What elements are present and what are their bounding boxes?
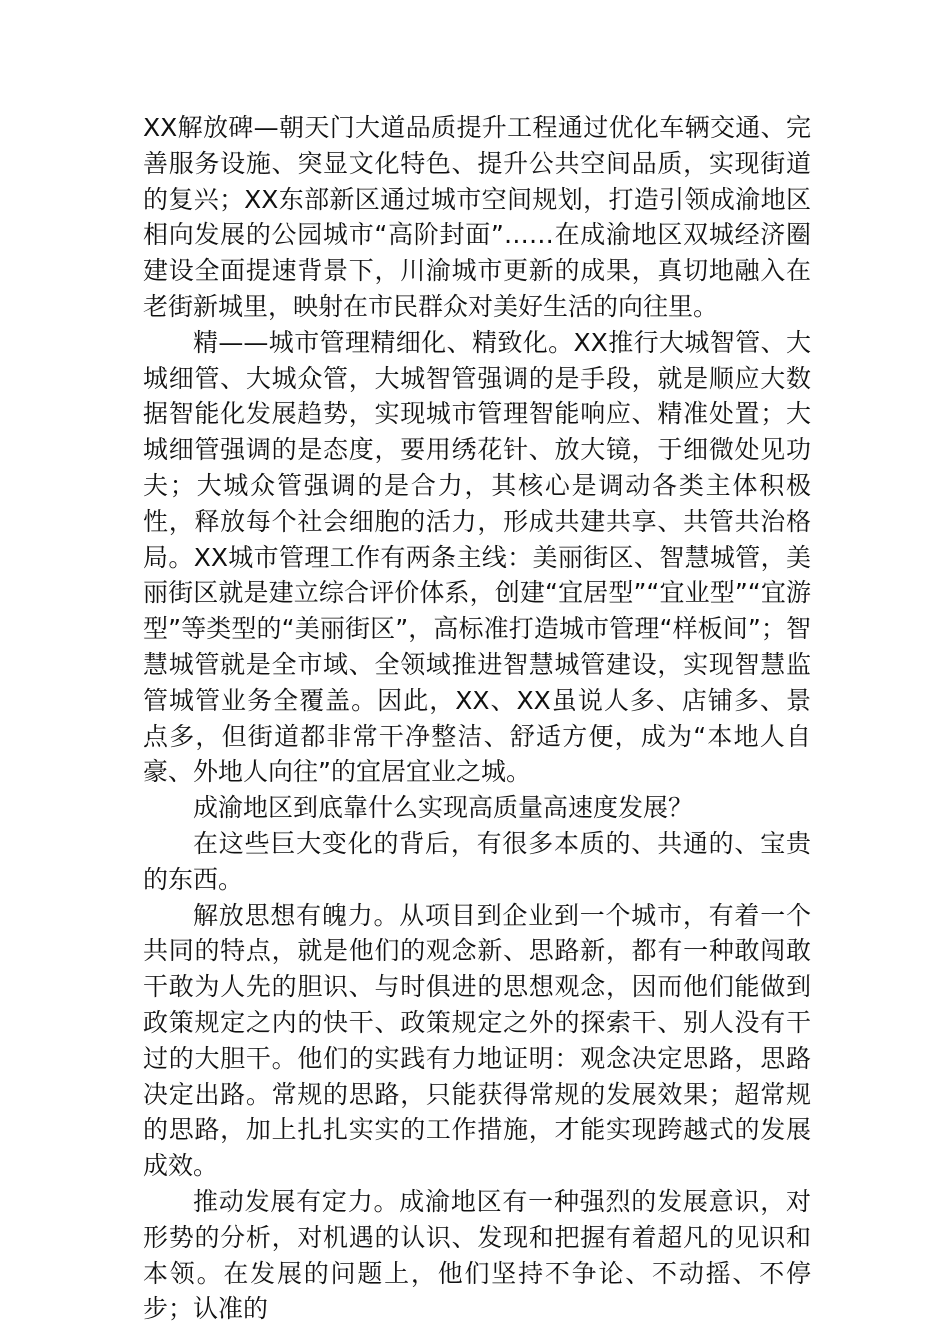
paragraph-6: 推动发展有定力。成渝地区有一种强烈的发展意识，对形势的分析，对机遇的认识、发现和把握有着超凡的见识和本领。在发展的问题上，他们坚持不争论、不动摇、不停步；认准的 xyxy=(143,1186,811,1324)
document-body xyxy=(143,110,811,1327)
paragraph-2: 精——城市管理精细化、精致化。XX推行大城智管、大城细管、大城众管，大城智管强调的是手段，就是顺应大数据智能化发展趋势，实现城市管理智能响应、精准处置；大城细管强调的是态度，要用绣花针、放大镜，于细微处见功夫；大城众管强调的是合力，其核心是调动各类主体积极性，释放每个社会细胞的活力，形成共建共享、共管共治格局。XX城市管理工作有两条主线：美丽街区、智慧城管，美丽街区就是建立综合评价体系，创建“宜居型”“宜业型”“宜游型”等类型的“美丽街区”，高标准打造城市管理“样板间”；智慧城管就是全市域、全领域推进智慧城管建设，实现智慧监管城管业务全覆盖。因此，XX、XX虽说人多、店铺多、景点多，但街道都非常干净整洁、舒适方便，成为“本地人自豪、外地人向往”的宜居宜业之城。 xyxy=(143,327,811,787)
paragraph-1: XX解放碑—朝天门大道品质提升工程通过优化车辆交通、完善服务设施、突显文化特色、提升公共空间品质，实现街道的复兴；XX东部新区通过城市空间规划，打造引领成渝地区相向发展的公园城市“高阶封面”……在成渝地区双城经济圈建设全面提速背景下，川渝城市更新的成果，真切地融入在老街新城里，映射在市民群众对美好生活的向往里。 xyxy=(143,113,811,321)
paragraph-4: 在这些巨大变化的背后，有很多本质的、共通的、宝贵的东西。 xyxy=(143,828,811,894)
paragraph-3: 成渝地区到底靠什么实现高质量高速度发展？ xyxy=(193,793,694,823)
paragraph-5: 解放思想有魄力。从项目到企业到一个城市，有着一个共同的特点，就是他们的观念新、思路新，都有一种敢闯敢干敢为人先的胆识、与时俱进的思想观念，因而他们能做到政策规定之内的快干、政策规定之外的探索干、别人没有干过的大胆干。他们的实践有力地证明：观念决定思路，思路决定出路。常规的思路，只能获得常规的发展效果；超常规的思路，加上扎扎实实的工作措施，才能实现跨越式的发展成效。 xyxy=(143,900,811,1181)
